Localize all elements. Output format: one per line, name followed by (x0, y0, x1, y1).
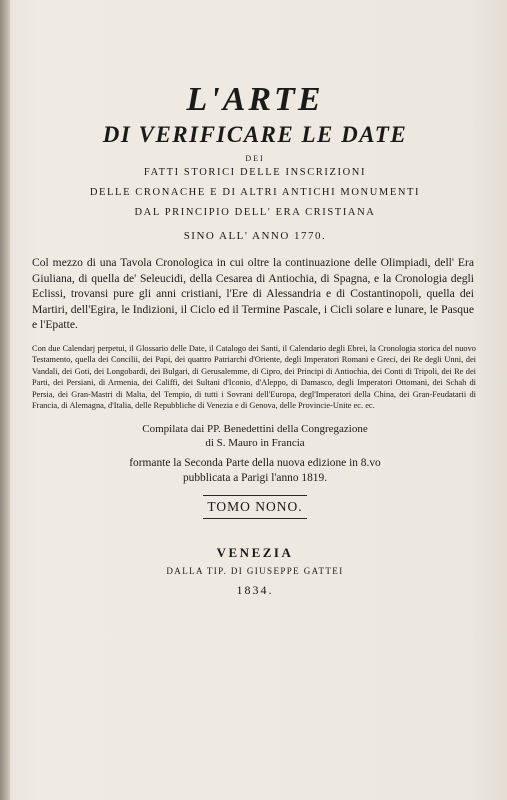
imprint-city: VENEZIA (216, 545, 294, 561)
title-line-2: DI VERIFICARE LE DATE (102, 122, 408, 147)
volume-box (203, 495, 307, 519)
book-spine-shadow (0, 0, 10, 800)
imprint-year: 1834. (236, 583, 274, 598)
compiled-by-line-2: di S. Mauro in Francia (205, 437, 305, 450)
imprint-printer: DALLA TIP. DI GIUSEPPE GATTEI (166, 566, 344, 577)
subtitle-dei: DEI (245, 154, 265, 163)
compiled-by-line-1: Compilata dai PP. Benedettini della Congregazione (142, 423, 368, 436)
edition-note (30, 456, 480, 486)
subtitle-line-1: FATTI STORICI DELLE INSCRIZIONI (143, 167, 367, 178)
subtitle-line-3: DAL PRINCIPIO DELL' ERA CRISTIANA (134, 207, 376, 218)
page-content (30, 82, 480, 597)
subtitle-line-4: SINO ALL' ANNO 1770. (183, 230, 327, 242)
description-paragraph: Col mezzo di una Tavola Cronologica in cui oltre la continuazione delle Olimpiadi, dell' Era Giuliana, di quella de' Seleucidi, della Cesarea di Antiochia, di Spagna, e la Cronologia degli Eclissi, trovansi pure gli anni cristiani, l'Ere di Alessandria e di Costantinopoli, quella dei Martiri, dell'Egira, le Indizioni, il Ciclo ed il Termine Pascale, i Cicli solare e lunare, le Pasque e l'Epatte. (32, 256, 474, 331)
details-paragraph: Con due Calendarj perpetui, il Glossario delle Date, il Catalogo dei Santi, il Calendario degli Ebrei, la Cronologia storica del nuovo Testamento, quella dei Concilii, dei Papi, dei quattro Patriarchi d'Oriente, degli Imperatori Romani e Greci, dei Re degli Unni, dei Vandali, dei Goti, dei Longobardi, dei Bulgari, di Gerusalemme, di Cipro, dei Principi di Antiochia, dei Conti di Tripoli, dei Re dei Parti, dei Persiani, di Armenia, dei Califfi, dei Sultani d'Iconio, d'Aleppo, di Damasco, degli Imperatori Ottomani, dei Schah di Persia, dei Gran-Mastri di Malta, del Tempio, di tutti i Sovrani dell'Europa, degl'Imperatori della China, dei Gran-Feudatarii di Francia, di Alemagna, d'Italia, delle Repubbliche di Venezia e di Genova, delle Provincie-Unite ec. ec. (32, 343, 476, 411)
edition-note-line-2: pubblicata a Parigi l'anno 1819. (182, 472, 328, 485)
edition-note-line-1: formante la Seconda Parte della nuova edizione in 8.vo (129, 457, 381, 470)
compiled-by (30, 422, 480, 450)
subtitle-line-2: DELLE CRONACHE E DI ALTRI ANTICHI MONUMENTI (89, 187, 421, 198)
title-line-1: L'ARTE (186, 81, 324, 118)
volume-label: TOMO NONO. (207, 499, 303, 515)
